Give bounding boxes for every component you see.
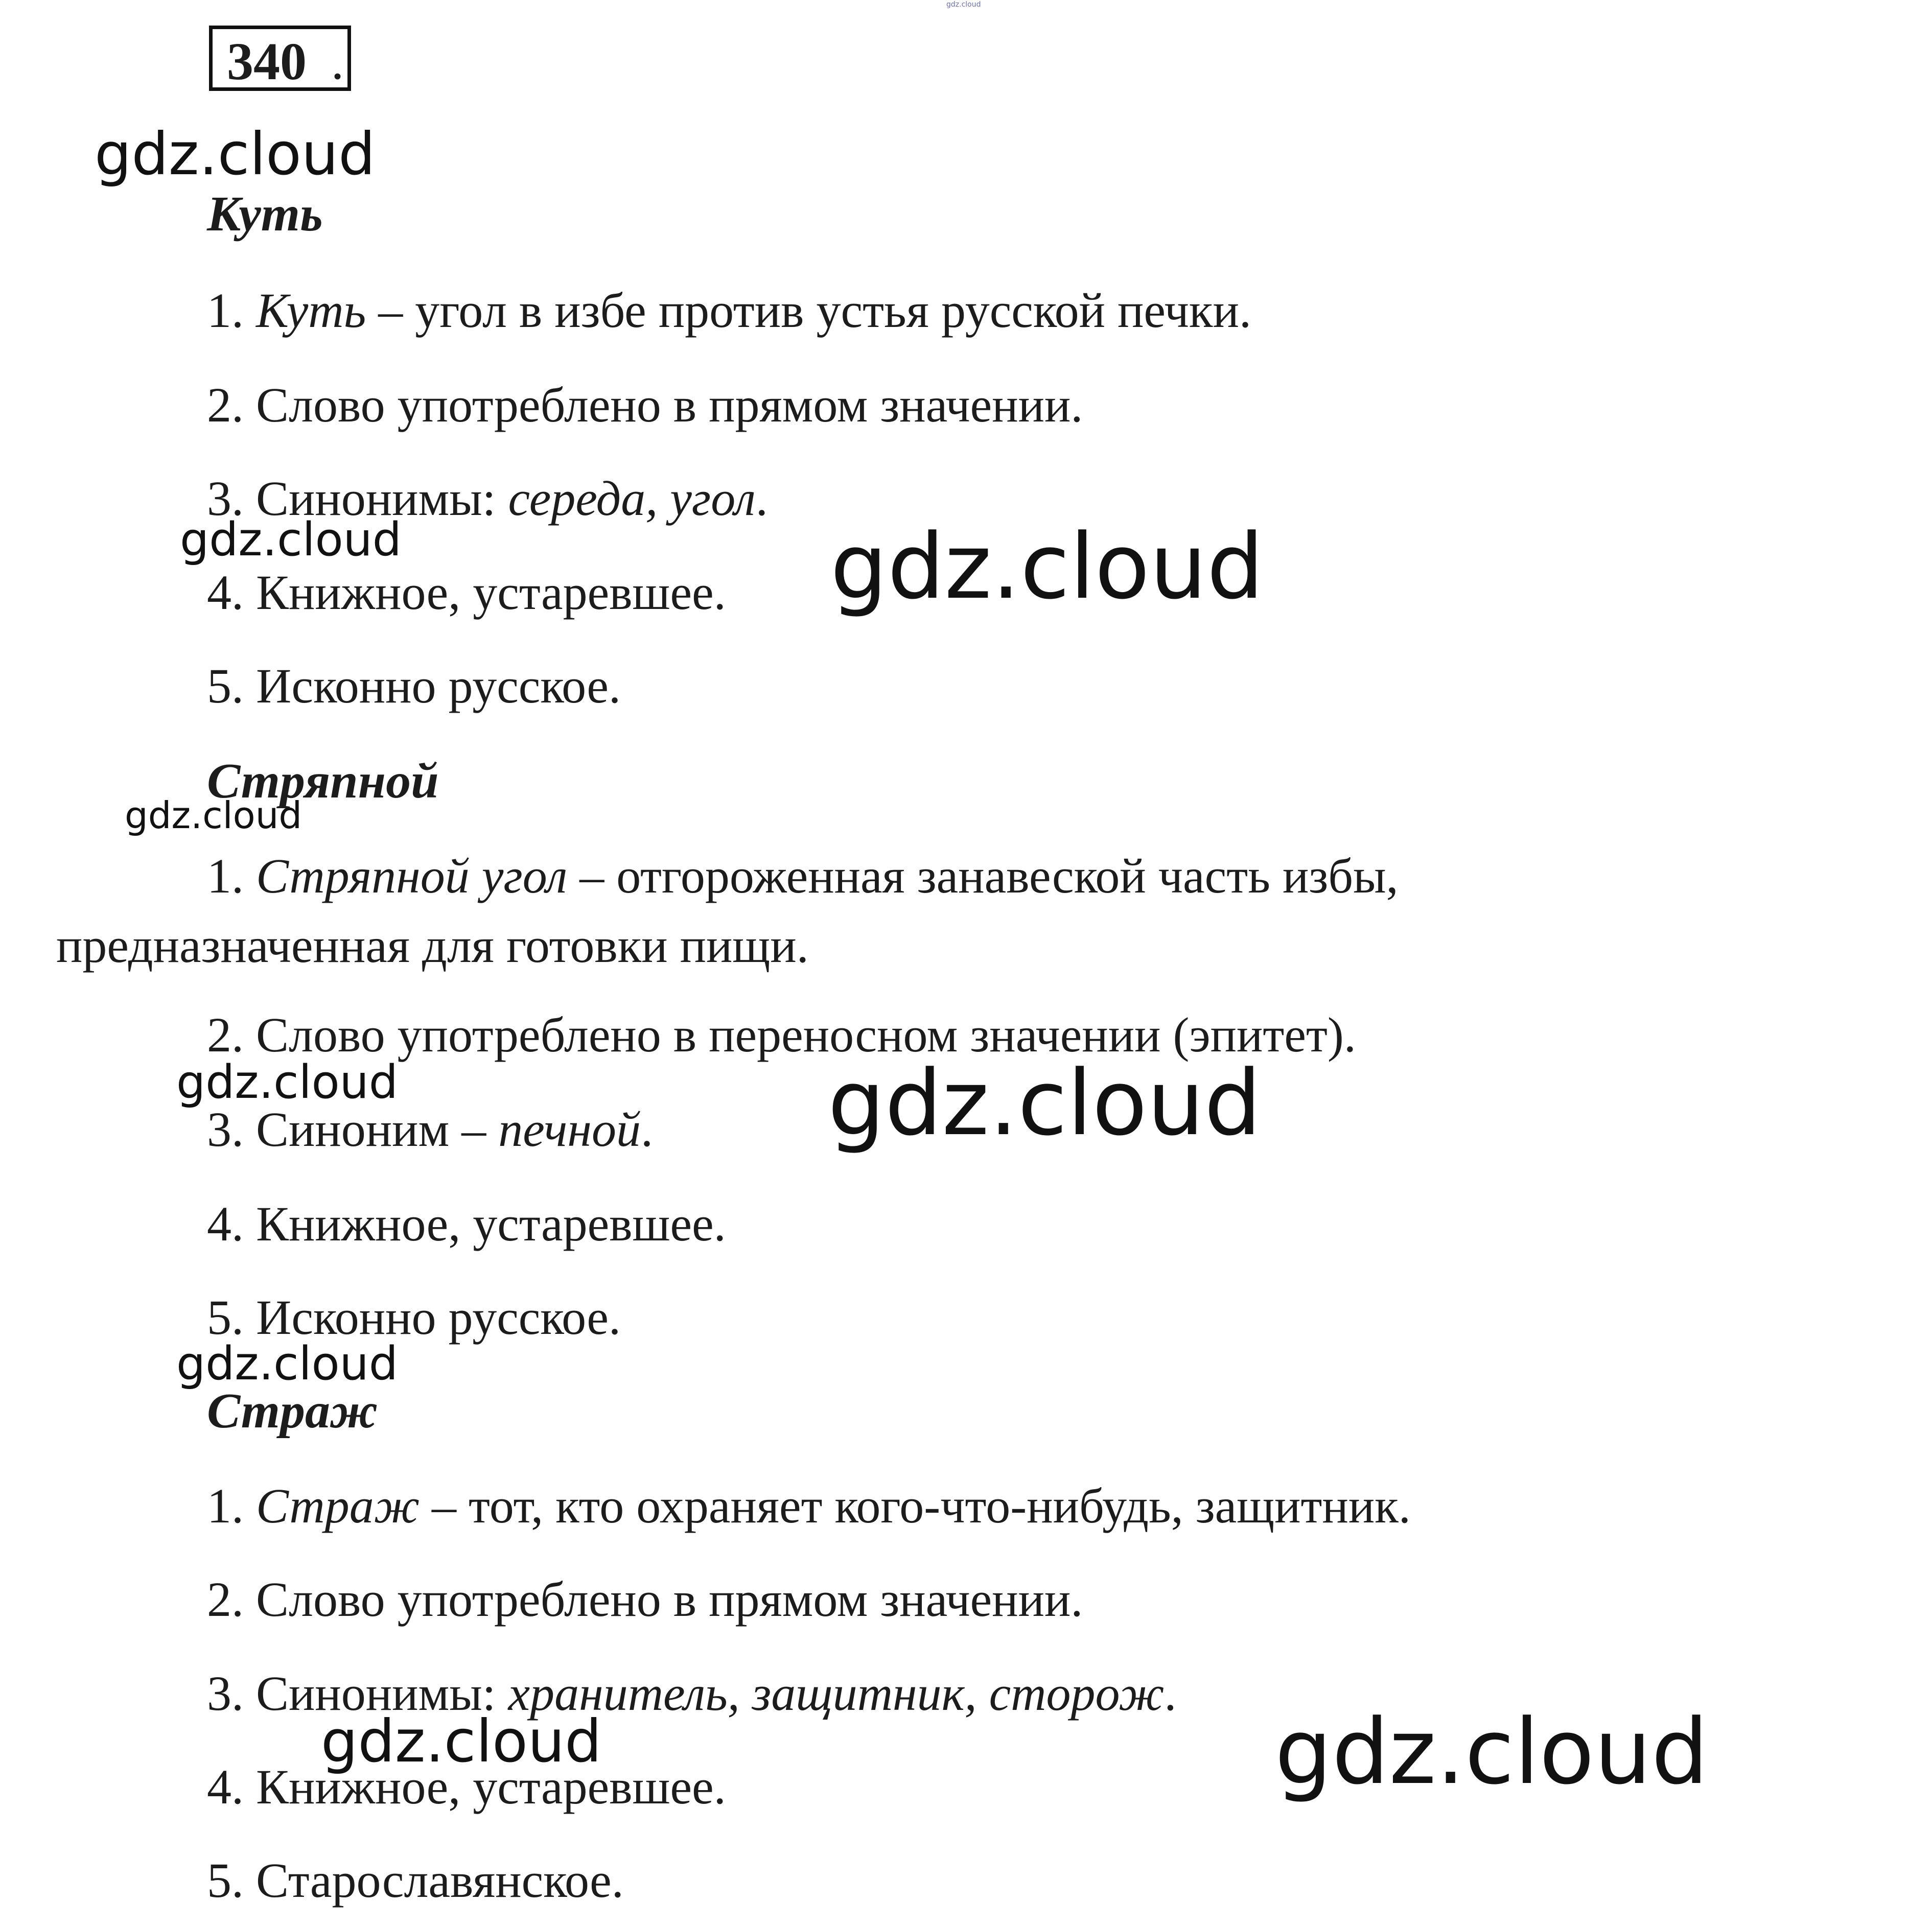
entry-heading-stryapnoy: Стряпной — [207, 754, 439, 809]
watermark-tiny: gdz.cloud — [946, 1, 981, 9]
item-number: 3. — [207, 1102, 244, 1157]
item-term: Стряпной угол — [256, 849, 568, 903]
item-number: 2. — [207, 1007, 244, 1062]
entry-strazh-item-5 — [207, 1853, 624, 1908]
entry-kut-item-1 — [207, 283, 1251, 338]
item-number: 1. — [207, 283, 244, 338]
watermark: gdz.cloud — [176, 1055, 398, 1109]
item-number: 4. — [207, 1759, 244, 1814]
watermark: gdz.cloud — [95, 120, 376, 188]
task-number: 340 — [227, 32, 307, 91]
entry-kut-item-5 — [207, 659, 621, 713]
entry-kut-item-2 — [207, 378, 1083, 432]
item-text: Синонимы: — [256, 471, 508, 526]
item-text: Синонимы: — [256, 1666, 508, 1721]
entry-strazh-item-2 — [207, 1572, 1083, 1627]
item-text: Исконно русское. — [256, 659, 621, 713]
item-number: 4. — [207, 1196, 244, 1251]
task-number-dot: . — [331, 33, 344, 90]
item-synonyms: хранитель, защитник, сторож — [508, 1666, 1165, 1721]
item-number: 3. — [207, 1666, 244, 1721]
item-tail: . — [755, 471, 768, 526]
entry-heading-strazh: Страж — [207, 1383, 378, 1439]
item-term: Куть — [256, 283, 366, 338]
watermark: gdz.cloud — [180, 513, 402, 567]
item-term: Страж — [256, 1478, 420, 1533]
watermark: gdz.cloud — [828, 1051, 1262, 1156]
item-text: Старославянское. — [256, 1853, 624, 1908]
item-text: Исконно русское. — [256, 1290, 621, 1345]
watermark: gdz.cloud — [830, 514, 1264, 619]
entry-stryapnoy-item-1 — [207, 849, 1399, 903]
item-number: 5. — [207, 1853, 244, 1908]
watermark: gdz.cloud — [176, 1337, 398, 1391]
item-tail: . — [641, 1102, 654, 1157]
item-text: Книжное, устаревшее. — [256, 1196, 726, 1251]
item-text: Книжное, устаревшее. — [256, 1759, 726, 1814]
watermark: gdz.cloud — [1275, 1700, 1709, 1804]
entry-stryapnoy-item-1-continuation: предназначенная для готовки пищи. — [56, 918, 809, 973]
item-number: 3. — [207, 471, 244, 526]
item-number: 2. — [207, 1572, 244, 1627]
item-number: 1. — [207, 849, 244, 903]
item-text: Синоним – — [256, 1102, 499, 1157]
entry-strazh-item-1 — [207, 1478, 1411, 1533]
item-text: – отгороженная занавеской часть избы, — [567, 849, 1399, 903]
item-text: – угол в избе против устья русской печки. — [366, 283, 1251, 338]
item-number: 5. — [207, 659, 244, 713]
entry-stryapnoy-item-3 — [207, 1102, 654, 1157]
entry-heading-kut: Куть — [207, 186, 323, 242]
item-text: Книжное, устаревшее. — [256, 565, 726, 620]
entry-stryapnoy-item-4 — [207, 1196, 726, 1251]
watermark: gdz.cloud — [125, 794, 302, 837]
item-number: 1. — [207, 1478, 244, 1533]
item-synonym: печной — [498, 1102, 641, 1157]
item-number: 2. — [207, 378, 244, 432]
item-number: 5. — [207, 1290, 244, 1345]
item-tail: . — [1164, 1666, 1177, 1721]
item-text: Слово употреблено в переносном значении (эпитет). — [256, 1007, 1356, 1062]
task-number-box — [209, 26, 351, 91]
item-text: Слово употреблено в прямом значении. — [256, 1572, 1083, 1627]
watermark: gdz.cloud — [321, 1707, 602, 1775]
item-text: – тот, кто охраняет кого-что-нибудь, защитник. — [420, 1478, 1411, 1533]
item-number: 4. — [207, 565, 244, 620]
item-text: Слово употреблено в прямом значении. — [256, 378, 1083, 432]
item-synonyms: середа, угол — [508, 471, 756, 526]
entry-kut-item-4 — [207, 565, 726, 620]
entry-stryapnoy-item-5 — [207, 1290, 621, 1345]
